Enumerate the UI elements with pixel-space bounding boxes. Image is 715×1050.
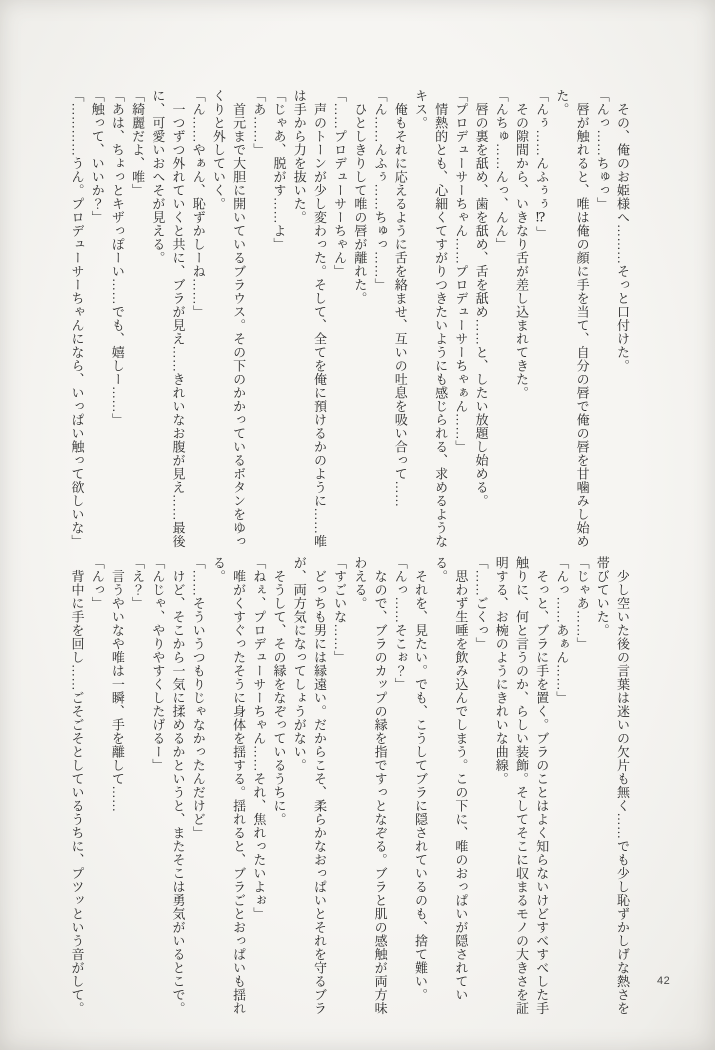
paragraph: 背中に手を回し……ごそごそとしているうちに、プツッという音がして。 — [69, 556, 85, 1015]
paragraph: 「んっ」 — [89, 556, 105, 610]
paragraph: 「じゃあ、脱がす……よ」 — [271, 89, 287, 251]
paragraph: 「すごいな……」 — [332, 556, 348, 664]
paragraph: 「ん……やぁん、恥ずかしーね……」 — [190, 89, 206, 319]
paragraph: 「ん……んふぅ……ちゅっ……」 — [372, 89, 388, 292]
paragraph: 「ねぇ、プロデューサーちゃん……それ、焦れったいよぉ」 — [251, 556, 267, 921]
lower-text-block — [69, 556, 632, 1015]
paragraph: 「……プロデューサーちゃん」 — [332, 89, 348, 278]
paragraph: その隙間から、いきなり舌が差し込まれてきた。 — [513, 89, 529, 400]
paragraph: その、俺のお姫様へ………そっと口付けた。 — [615, 89, 630, 373]
paragraph: 「んちゅ……んっ、んん」 — [493, 89, 509, 251]
paragraph: 「綺麗だよ、唯」 — [130, 89, 146, 197]
paragraph: なので、ブラのカップの縁を指ですっとなぞる。ブラと肌の感触が両方味わえる。 — [352, 556, 388, 1015]
paragraph: 首元まで大胆に開いているブラウス。その下のかかっているボタンをゆっくりと外していく。 — [210, 89, 247, 548]
paragraph: そっと、ブラに手を置く。ブラのことはよく知らないけどすべすべした手触りに、何と言うのか、らしい装飾。そしてそこに収まるモノの大きさを証明する、お椀のようにきれいな曲線。 — [493, 556, 550, 1015]
paragraph: 唇が触れると、唯は俺の顔に手を当て、自分の唇で俺の唇を甘噛みし始めた。 — [554, 89, 590, 548]
paragraph: 「あ……」 — [251, 89, 267, 157]
paragraph: 唯がくすぐったそうに身体を揺する。揺れると、ブラごとおっぱいも揺れる。 — [210, 556, 247, 1015]
paragraph: 「あは、ちょっとキザっぽーい……でも、嬉しー……」 — [109, 89, 125, 427]
paragraph: 「…………うん。プロデューサーちゃんになら、いっぱい触って欲しいな」 — [69, 89, 85, 548]
paragraph: 一つずつ外れていくと共に、ブラが見え……きれいなお腹が見え……最後に、可愛いおへそが見える。 — [150, 89, 186, 548]
paragraph: 「触って、いいか？」 — [89, 89, 105, 224]
paragraph: 俺もそれに応えるように舌を絡ませ、互いの吐息を吸い合って…… — [392, 89, 408, 508]
paragraph: ひとしきりして唯の唇が離れた。 — [352, 89, 368, 305]
upper-text-block — [69, 89, 632, 548]
paragraph: どっちも男には縁遠い。だからこそ、柔らかなおっぱいとそれを守るブラが、両方気になってしょうがない。 — [291, 556, 327, 1015]
paragraph: 「んっ……そこぉ？」 — [392, 556, 408, 691]
paragraph: 「んっ……ちゅっ」 — [594, 89, 610, 211]
paragraph: 言うやいなや唯は一瞬、手を離して…… — [109, 556, 125, 813]
paragraph: 「……ごくっ」 — [473, 556, 489, 651]
paragraph: 「んっ……あぁん……」 — [554, 556, 570, 705]
paragraph: けど、そこから一気に揉めるかというと、またそこは勇気がいるとこで。 — [170, 556, 186, 1015]
paragraph: 「んぅ……んふぅぅ⁉」 — [534, 89, 550, 240]
paragraph: 声のトーンが少し変わった。そして、全てを俺に預けるかのように……唯は手から力を抜いた。 — [291, 89, 327, 548]
paragraph: 「プロデューサーちゃん……プロデューサーちゃぁん……」 — [453, 89, 469, 454]
paragraph: そうして、その縁をなぞっているうちに。 — [271, 556, 287, 826]
paragraph: 「……そういうつもりじゃなかったんだけど」 — [190, 556, 206, 840]
paragraph: 「え？」 — [130, 556, 146, 610]
paragraph: 「じゃあ……」 — [574, 556, 590, 651]
paragraph: 少し空いた後の言葉は迷いの欠片も無く……でも少し恥ずかしげな熱さを帯びていた。 — [594, 556, 630, 1015]
page-number: 42 — [657, 975, 671, 987]
paragraph: 情熱的とも、心細くてすがりつきたいようにも感じられる、求めるようなキス。 — [412, 89, 449, 548]
paragraph: 思わず生唾を飲み込んでしまう。この下に、唯のおっぱいが隠されている。 — [433, 556, 469, 1002]
paragraph: 唇の裏を舐め、歯を舐め、舌を舐め……と、したい放題し始める。 — [473, 89, 489, 508]
paragraph: 「んじゃ、やりやすくしたげるー」 — [150, 556, 166, 772]
paragraph: それを、見たい。でも、こうしてブラに隠されているのも、捨て難い。 — [412, 556, 428, 1002]
